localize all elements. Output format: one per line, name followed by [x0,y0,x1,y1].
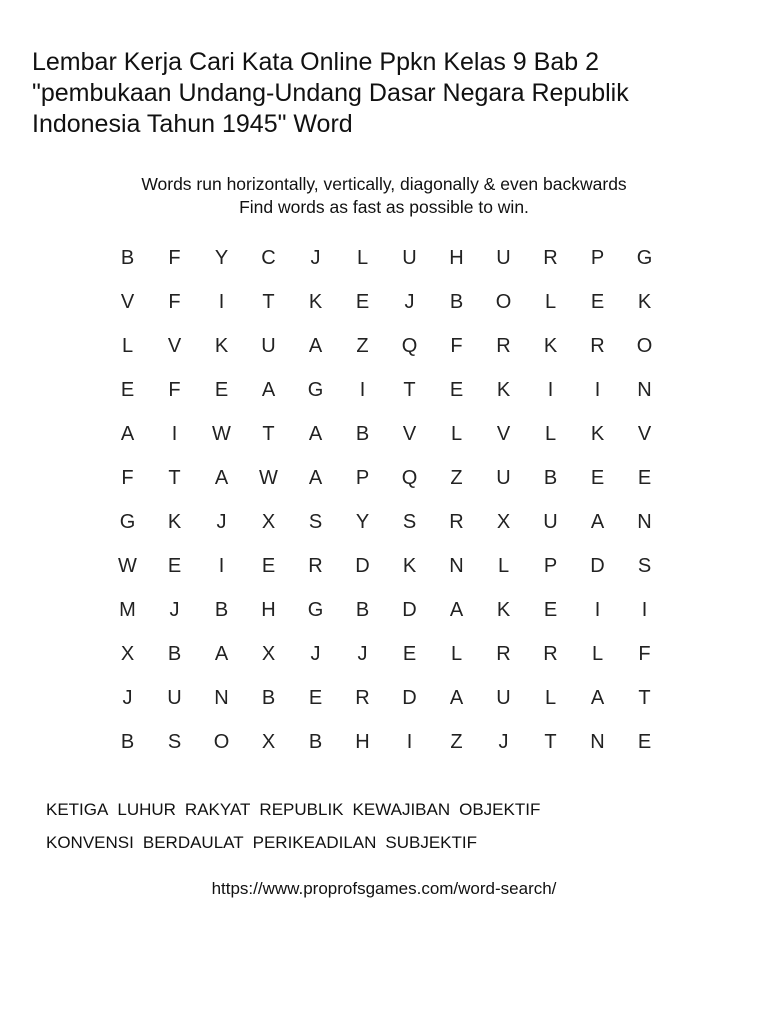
grid-cell[interactable]: K [496,598,511,621]
grid-cell[interactable]: F [121,466,134,489]
title-line: Lembar Kerja Cari Kata Online Ppkn Kelas 9 Bab 2 [32,48,599,76]
grid-cell[interactable]: B [308,730,323,753]
grid-cell[interactable]: L [450,422,463,445]
grid-cell[interactable]: O [636,334,653,357]
grid-cell[interactable]: X [261,730,276,753]
grid-cell[interactable]: I [359,378,366,401]
grid-cell[interactable]: V [637,422,652,445]
grid-cell[interactable]: B [355,598,370,621]
grid-cell[interactable]: E [355,290,370,313]
grid-cell[interactable]: A [590,686,605,709]
grid-cell[interactable]: S [402,510,417,533]
grid-cell[interactable]: J [122,686,133,709]
grid-cell[interactable]: D [590,554,605,577]
grid-cell[interactable]: H [355,730,370,753]
grid-cell[interactable]: A [590,510,605,533]
grid-cell[interactable]: E [167,554,182,577]
grid-cell[interactable]: A [214,466,229,489]
grid-cell[interactable]: N [449,554,464,577]
grid-cell[interactable]: U [496,246,511,269]
grid-cell[interactable]: S [637,554,652,577]
word-item: RAKYAT [184,800,251,819]
grid-cell[interactable]: A [449,686,464,709]
grid-cell[interactable]: F [450,334,463,357]
grid-cell[interactable]: N [214,686,229,709]
grid-cell[interactable]: P [543,554,558,577]
grid-cell[interactable]: J [404,290,415,313]
grid-cell[interactable]: J [169,598,180,621]
grid-cell[interactable]: I [171,422,178,445]
grid-cell[interactable]: X [120,642,135,665]
grid-cell[interactable]: R [496,334,511,357]
grid-cell[interactable]: U [496,686,511,709]
grid-cell[interactable]: K [167,510,182,533]
instruction-line: Find words as fast as possible to win. [239,197,529,217]
grid-cell[interactable]: Z [450,466,463,489]
instruction-line: Words run horizontally, vertically, diagonally & even backwards [141,174,627,194]
title-line: "pembukaan Undang-Undang Dasar Negara Republik [32,79,629,107]
grid-cell[interactable]: A [308,422,323,445]
grid-cell[interactable]: K [308,290,323,313]
grid-cell[interactable]: I [547,378,554,401]
grid-cell[interactable]: Y [214,246,229,269]
word-list-row [46,793,746,826]
grid-cell[interactable]: N [637,378,652,401]
instructions [0,173,768,219]
grid-cell[interactable]: G [636,246,653,269]
grid-cell[interactable]: N [590,730,605,753]
grid-cell[interactable]: D [355,554,370,577]
word-item: REPUBLIK [259,800,344,819]
grid-cell[interactable]: T [262,290,275,313]
grid-cell[interactable]: Z [450,730,463,753]
word-item: BERDAULAT [142,833,244,852]
word-item: KEWAJIBAN [352,800,451,819]
word-list-row [46,826,746,859]
grid-cell[interactable]: V [496,422,511,445]
grid-cell[interactable]: I [594,598,601,621]
grid-cell[interactable]: T [544,730,557,753]
grid-cell[interactable]: X [496,510,511,533]
grid-cell[interactable]: U [167,686,182,709]
grid-cell[interactable]: J [357,642,368,665]
word-item: KETIGA [46,800,109,819]
word-item: OBJEKTIF [459,800,541,819]
grid-cell[interactable]: E [308,686,323,709]
grid-cell[interactable]: Y [355,510,370,533]
grid-cell[interactable]: W [212,422,231,445]
grid-cell[interactable]: A [449,598,464,621]
grid-cell[interactable]: B [167,642,182,665]
grid-cell[interactable]: V [167,334,182,357]
grid-cell[interactable]: O [495,290,512,313]
grid-cell[interactable]: E [402,642,417,665]
grid-cell[interactable]: S [167,730,182,753]
grid-cell[interactable]: R [496,642,511,665]
grid-cell[interactable]: E [449,378,464,401]
grid-cell[interactable]: T [168,466,181,489]
grid-cell[interactable]: T [262,422,275,445]
grid-cell[interactable]: Q [401,334,418,357]
grid-cell[interactable]: E [590,466,605,489]
page-title [32,47,752,140]
grid-cell[interactable]: R [308,554,323,577]
grid-cell[interactable]: K [496,378,511,401]
grid-cell[interactable]: J [498,730,509,753]
grid-cell[interactable]: L [544,686,557,709]
grid-cell[interactable]: B [120,730,135,753]
grid-cell[interactable]: L [497,554,510,577]
grid-cell[interactable]: E [214,378,229,401]
grid-cell[interactable]: A [261,378,276,401]
grid-cell[interactable]: L [544,290,557,313]
grid-cell[interactable]: I [406,730,413,753]
grid-cell[interactable]: B [261,686,276,709]
grid-cell[interactable]: U [543,510,558,533]
word-item: PERIKEADILAN [252,833,377,852]
word-list [46,793,746,859]
source-url[interactable]: https://www.proprofsgames.com/word-search/ [211,879,557,898]
grid-cell[interactable]: W [259,466,278,489]
grid-cell[interactable]: L [591,642,604,665]
grid-cell[interactable]: S [308,510,323,533]
word-search-grid[interactable] [104,236,668,764]
grid-cell[interactable]: V [120,290,135,313]
grid-cell[interactable]: J [310,246,321,269]
grid-cell[interactable]: X [261,510,276,533]
grid-cell[interactable]: X [261,642,276,665]
grid-cell[interactable]: U [402,246,417,269]
grid-cell[interactable]: M [119,598,136,621]
grid-cell[interactable]: R [543,642,558,665]
grid-cell[interactable]: T [403,378,416,401]
grid-cell[interactable]: E [637,730,652,753]
word-item: LUHUR [117,800,176,819]
grid-cell[interactable]: L [544,422,557,445]
grid-cell[interactable]: G [119,510,136,533]
grid-cell[interactable]: A [308,334,323,357]
grid-cell[interactable]: H [261,598,276,621]
grid-cell[interactable]: F [168,246,181,269]
grid-cell[interactable]: D [402,686,417,709]
grid-cell[interactable]: N [637,510,652,533]
grid-cell[interactable]: E [120,378,135,401]
grid-cell[interactable]: I [594,378,601,401]
grid-cell[interactable]: E [637,466,652,489]
grid-cell[interactable]: K [590,422,605,445]
grid-cell[interactable]: K [214,334,229,357]
grid-cell[interactable]: T [638,686,651,709]
grid-cell[interactable]: B [120,246,135,269]
grid-cell[interactable]: R [355,686,370,709]
grid-cell[interactable]: V [402,422,417,445]
grid-cell[interactable]: F [638,642,651,665]
grid-cell[interactable]: A [308,466,323,489]
grid-cell[interactable]: P [355,466,370,489]
grid-cell[interactable]: E [261,554,276,577]
grid-cell[interactable]: O [213,730,230,753]
grid-cell[interactable]: B [355,422,370,445]
grid-cell[interactable]: F [168,290,181,313]
grid-cell[interactable]: C [261,246,276,269]
grid-cell[interactable]: U [496,466,511,489]
grid-cell[interactable]: I [218,554,225,577]
grid-cell[interactable]: J [216,510,227,533]
grid-cell[interactable]: K [543,334,558,357]
grid-cell[interactable]: R [449,510,464,533]
grid-cell[interactable]: B [449,290,464,313]
grid-cell[interactable]: A [214,642,229,665]
word-item: SUBJEKTIF [385,833,478,852]
grid-cell[interactable]: Z [356,334,369,357]
grid-cell[interactable]: P [590,246,605,269]
grid-cell[interactable]: E [543,598,558,621]
grid-cell[interactable]: J [310,642,321,665]
grid-cell[interactable]: W [118,554,137,577]
grid-cell[interactable]: L [450,642,463,665]
grid-cell[interactable]: E [590,290,605,313]
word-item: KONVENSI [46,833,134,852]
grid-cell[interactable]: D [402,598,417,621]
grid-cell[interactable]: G [307,598,324,621]
grid-cell[interactable]: I [641,598,648,621]
grid-cell[interactable]: K [402,554,417,577]
grid-cell[interactable]: K [637,290,652,313]
grid-cell[interactable]: B [214,598,229,621]
grid-cell[interactable]: A [120,422,135,445]
grid-cell[interactable]: H [449,246,464,269]
grid-cell[interactable]: B [543,466,558,489]
title-line: Indonesia Tahun 1945" Word [32,110,353,138]
grid-cell[interactable]: L [121,334,134,357]
grid-cell[interactable]: U [261,334,276,357]
grid-cell[interactable]: F [168,378,181,401]
grid-cell[interactable]: Q [401,466,418,489]
grid-cell[interactable]: L [356,246,369,269]
grid-cell[interactable]: G [307,378,324,401]
grid-cell[interactable]: I [218,290,225,313]
grid-cell[interactable]: R [590,334,605,357]
grid-cell[interactable]: R [543,246,558,269]
